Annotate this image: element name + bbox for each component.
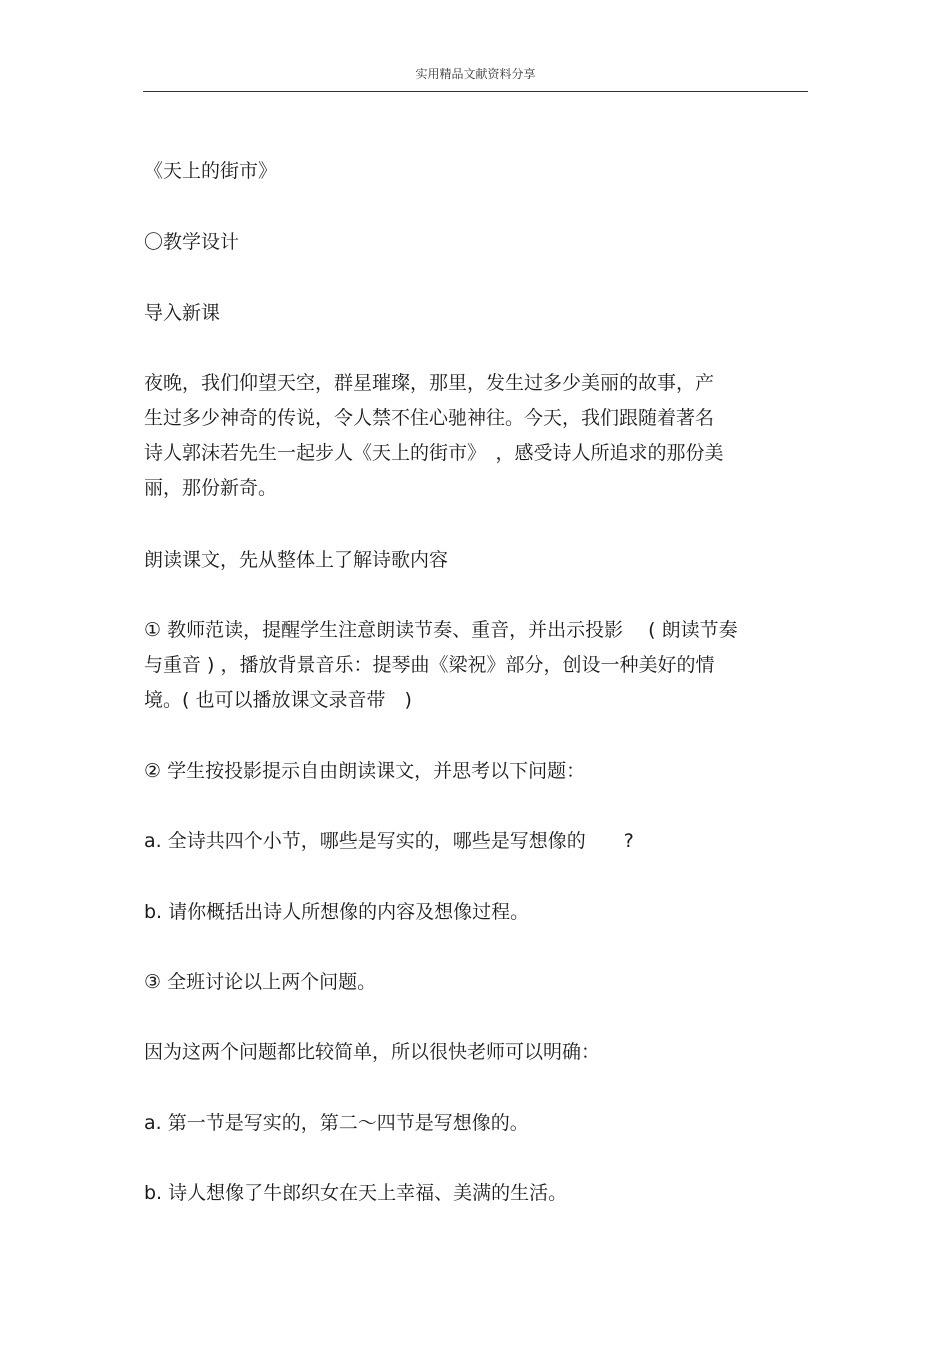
header-text: 实用精品文献资料分享 — [415, 67, 536, 81]
answer-b: b. 诗人想像了牛郎织女在天上幸福、美满的生活。 — [144, 1182, 568, 1204]
intro-line-4: 丽，那份新奇。 — [144, 477, 278, 499]
step1-line-2: 与重音 ) ，播放背景音乐：提琴曲《梁祝》部分，创设一种美好的情 — [144, 654, 715, 676]
page-header — [143, 0, 808, 92]
intro-line-2: 生过多少神奇的传说，令人禁不住心驰神往。今天，我们跟随着著名 — [144, 407, 715, 429]
document-title: 《天上的街市》 — [144, 160, 278, 182]
question-b: b. 请你概括出诗人所想像的内容及想像过程。 — [144, 901, 530, 923]
intro-paragraph — [144, 366, 814, 506]
answer-a: a. 第一节是写实的，第二～四节是写想像的。 — [144, 1112, 529, 1134]
step1-line-3: 境。( 也可以播放课文录音带 ) — [144, 689, 412, 711]
step1-line-1: ① 教师范读，提醒学生注意朗读节奏、重音，并出示投影 ( 朗读节奏 — [144, 619, 738, 641]
conclusion-paragraph: 因为这两个问题都比较简单，所以很快老师可以明确： — [144, 1041, 601, 1063]
intro-line-3: 诗人郭沫若先生一起步人《天上的街市》 ，感受诗人所追求的那份美 — [144, 442, 724, 464]
section-heading-intro: 导入新课 — [144, 302, 221, 324]
question-a: a. 全诗共四个小节，哪些是写实的，哪些是写想像的 ? — [144, 830, 634, 852]
section-heading-reading: 朗读课文，先从整体上了解诗歌内容 — [144, 549, 449, 571]
step-3-paragraph: ③ 全班讨论以上两个问题。 — [144, 971, 377, 993]
step-2-paragraph: ② 学生按投影提示自由朗读课文，并思考以下问题： — [144, 760, 586, 782]
step-1-paragraph — [144, 613, 814, 718]
section-heading-design: 〇教学设计 — [144, 231, 240, 253]
intro-line-1: 夜晚，我们仰望天空，群星璀璨，那里，发生过多少美丽的故事，产 — [144, 372, 715, 394]
